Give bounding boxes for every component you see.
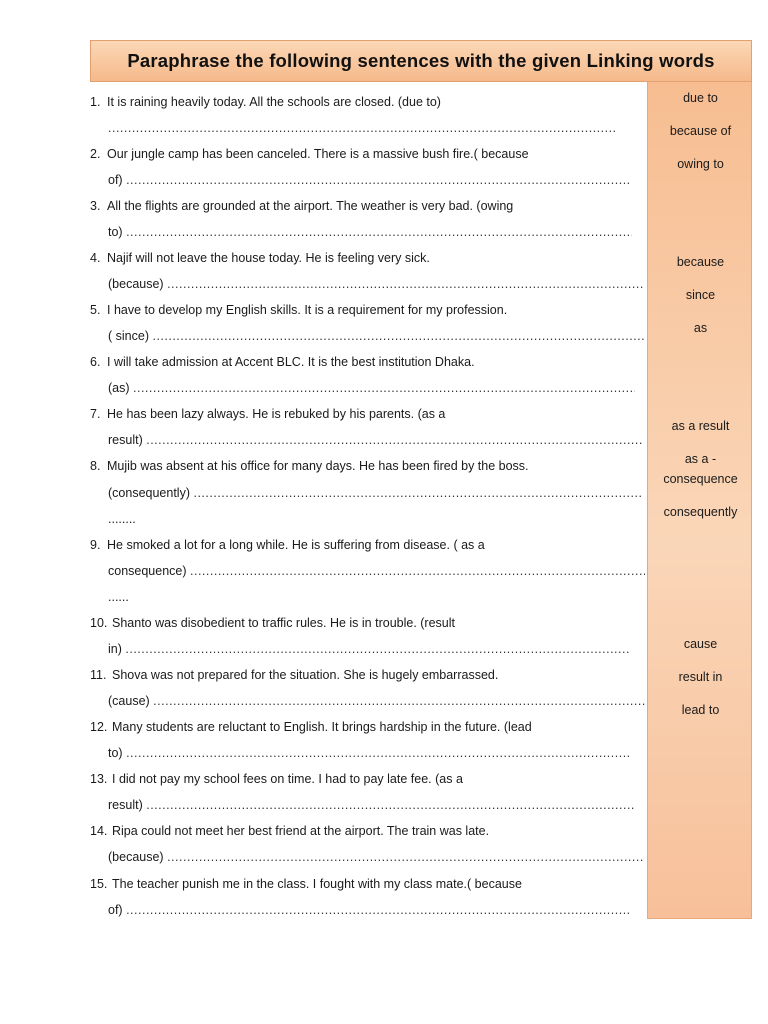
question-number: 14.: [90, 824, 108, 838]
question-text: [90, 250, 430, 266]
linking-word: due to: [683, 91, 718, 105]
answer-prompt: (consequently): [108, 486, 190, 500]
answer-dots: [126, 902, 631, 918]
question-sentence: Najif will not leave the house today. He is feeling very sick.: [107, 251, 430, 265]
question-text: [90, 771, 463, 787]
question-sentence: He smoked a lot for a long while. He is suffering from disease. ( as a: [107, 538, 485, 552]
answer-prompt: to): [108, 746, 123, 760]
answer-dots: [126, 224, 632, 240]
answer-prompt: to): [108, 225, 123, 239]
linking-word: consequence: [663, 472, 738, 486]
answer-dots: [133, 380, 635, 396]
answer-line[interactable]: [108, 485, 645, 501]
question-text: [90, 458, 529, 474]
question-number: 6.: [90, 355, 101, 369]
question-number: 5.: [90, 303, 101, 317]
linking-word: result in: [678, 670, 723, 684]
linking-word: as a -: [684, 452, 717, 466]
answer-line[interactable]: [108, 641, 634, 657]
answer-line[interactable]: [108, 902, 634, 918]
question-text: [90, 876, 522, 892]
linking-word: consequently: [663, 505, 738, 519]
answer-dots: [153, 693, 645, 709]
answer-line-extra[interactable]: ......: [108, 590, 129, 604]
answer-prompt: result): [108, 798, 143, 812]
question-text: [90, 537, 485, 553]
question-sentence: Shanto was disobedient to traffic rules. He is in trouble. (result: [112, 616, 455, 630]
answer-prompt: result): [108, 433, 143, 447]
question-text: [90, 406, 445, 422]
answer-line[interactable]: [108, 172, 634, 188]
question-text: [90, 146, 529, 162]
answer-prompt: consequence): [108, 564, 187, 578]
question-sentence: All the flights are grounded at the airport. The weather is very bad. (owing: [107, 199, 514, 213]
linking-word: because of: [669, 124, 732, 138]
answer-line[interactable]: [108, 328, 645, 344]
question-text: [90, 302, 507, 318]
answer-prompt: (cause): [108, 694, 150, 708]
question-sentence: He has been lazy always. He is rebuked by his parents. (as a: [107, 407, 446, 421]
answer-line[interactable]: [108, 797, 645, 813]
answer-line[interactable]: [108, 224, 634, 240]
worksheet-title-banner: [90, 40, 752, 82]
answer-dots: [146, 432, 642, 448]
question-sentence: Our jungle camp has been canceled. There is a massive bush fire.( because: [107, 147, 529, 161]
question-text: [90, 719, 532, 735]
question-number: 4.: [90, 251, 101, 265]
answer-dots: [126, 745, 631, 761]
question-text: [90, 615, 455, 631]
answer-line[interactable]: [108, 563, 645, 579]
linking-words-panel: [647, 82, 752, 919]
worksheet-title: Paraphrase the following sentences with the given Linking words: [127, 50, 715, 71]
question-sentence: Shova was not prepared for the situation. She is hugely embarrassed.: [112, 668, 499, 682]
answer-line[interactable]: [108, 745, 634, 761]
answer-dots: [167, 276, 645, 292]
question-number: 11.: [90, 668, 107, 682]
question-text: [90, 823, 489, 839]
question-number: 12.: [90, 720, 108, 734]
linking-word: since: [685, 288, 716, 302]
linking-word: as: [693, 321, 708, 335]
question-number: 15.: [90, 877, 108, 891]
answer-prompt: in): [108, 642, 122, 656]
question-number: 10.: [90, 616, 108, 630]
question-number: 3.: [90, 199, 101, 213]
question-sentence: I have to develop my English skills. It is a requirement for my profession.: [107, 303, 508, 317]
question-number: 8.: [90, 459, 101, 473]
question-sentence: Many students are reluctant to English. It brings hardship in the future. (lead: [112, 720, 532, 734]
linking-word: owing to: [677, 157, 724, 171]
answer-line[interactable]: [108, 380, 638, 396]
answer-line[interactable]: [108, 120, 616, 136]
question-sentence: The teacher punish me in the class. I fought with my class mate.( because: [112, 877, 522, 891]
question-text: [90, 667, 498, 683]
question-text: [90, 354, 475, 370]
answer-dots: [190, 563, 645, 579]
question-text: [90, 198, 513, 214]
question-sentence: I did not pay my school fees on time. I had to pay late fee. (as a: [112, 772, 463, 786]
question-number: 9.: [90, 538, 101, 552]
answer-line[interactable]: [108, 432, 645, 448]
question-text: [90, 94, 441, 110]
answer-prompt: of): [108, 173, 123, 187]
linking-word: lead to: [681, 703, 720, 717]
answer-dots: [125, 641, 630, 657]
answer-line[interactable]: [108, 693, 645, 709]
answer-prompt: (because): [108, 850, 164, 864]
question-number: 7.: [90, 407, 101, 421]
question-number: 1.: [90, 95, 101, 109]
question-sentence: It is raining heavily today. All the schools are closed. (due to): [107, 95, 441, 109]
answer-dots: [108, 120, 616, 136]
answer-prompt: (because): [108, 277, 164, 291]
answer-dots: [152, 328, 645, 344]
answer-dots: [126, 172, 631, 188]
answer-prompt: (as): [108, 381, 130, 395]
question-sentence: I will take admission at Accent BLC. It is the best institution Dhaka.: [107, 355, 475, 369]
linking-word: as a result: [671, 419, 730, 433]
question-sentence: Mujib was absent at his office for many days. He has been fired by the boss.: [107, 459, 529, 473]
answer-line[interactable]: [108, 276, 645, 292]
linking-word: cause: [683, 637, 718, 651]
answer-line[interactable]: [108, 849, 645, 865]
answer-prompt: ( since): [108, 329, 149, 343]
answer-dots: [193, 485, 641, 501]
answer-dots: [146, 797, 636, 813]
answer-line-extra[interactable]: ........: [108, 512, 136, 526]
question-sentence: Ripa could not meet her best friend at the airport. The train was late.: [112, 824, 490, 838]
question-number: 2.: [90, 147, 101, 161]
question-number: 13.: [90, 772, 108, 786]
answer-prompt: of): [108, 903, 123, 917]
linking-word: because: [676, 255, 725, 269]
answer-dots: [167, 849, 645, 865]
